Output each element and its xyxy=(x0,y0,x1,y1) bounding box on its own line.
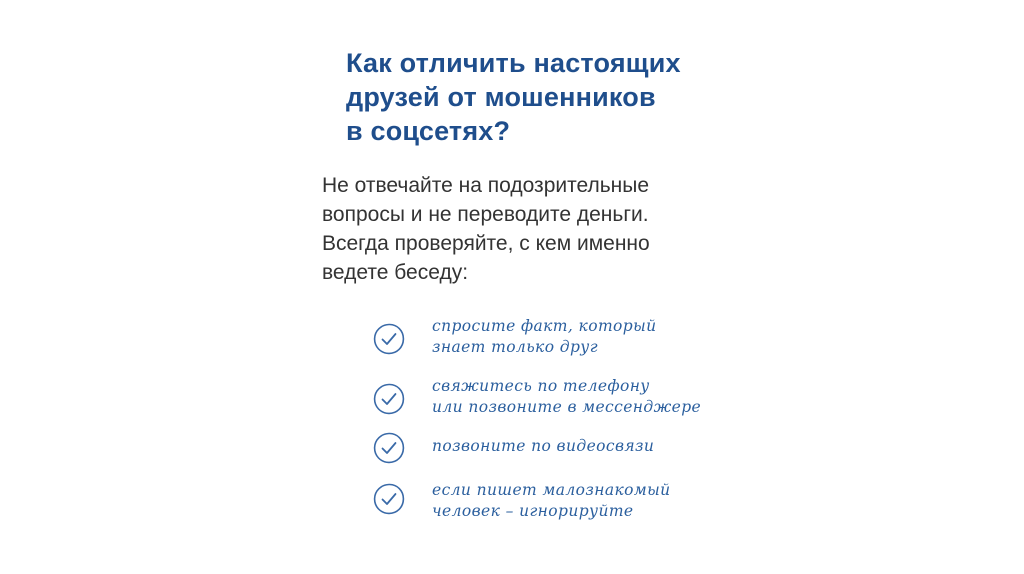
title-line-3: в соцсетях? xyxy=(346,116,511,146)
tip-item-ignore-stranger xyxy=(372,480,752,524)
intro-line-1: Не отвечайте на подозрительные xyxy=(322,174,650,197)
tip-text xyxy=(432,480,671,522)
intro-line-4: ведете беседу: xyxy=(322,261,469,284)
slide-title xyxy=(346,46,806,148)
intro-line-2: вопросы и не переводите деньги. xyxy=(322,203,649,226)
tip-line: свяжитесь по телефону xyxy=(432,377,650,395)
tip-text xyxy=(432,376,701,418)
tip-item-ask-fact xyxy=(372,316,752,360)
check-circle-icon xyxy=(372,482,406,516)
tip-line: если пишет малознакомый xyxy=(432,481,671,499)
intro-line-3: Всегда проверяйте, с кем именно xyxy=(322,232,650,255)
tip-text xyxy=(432,316,657,358)
title-line-2: друзей от мошенников xyxy=(346,82,656,112)
check-circle-icon xyxy=(372,322,406,356)
title-line-1: Как отличить настоящих xyxy=(346,48,681,78)
intro-text xyxy=(322,171,782,287)
tip-item-video-call xyxy=(372,432,752,476)
tip-line: человек – игнорируйте xyxy=(432,502,634,520)
tip-line: позвоните по видеосвязи xyxy=(432,437,655,455)
tip-line: знает только друг xyxy=(432,338,598,356)
check-circle-icon xyxy=(372,382,406,416)
tip-item-call-phone xyxy=(372,376,752,420)
tip-text xyxy=(432,436,654,457)
check-circle-icon xyxy=(372,431,406,465)
tip-line: спросите факт, который xyxy=(432,317,657,335)
tip-line: или позвоните в мессенджере xyxy=(432,398,702,416)
